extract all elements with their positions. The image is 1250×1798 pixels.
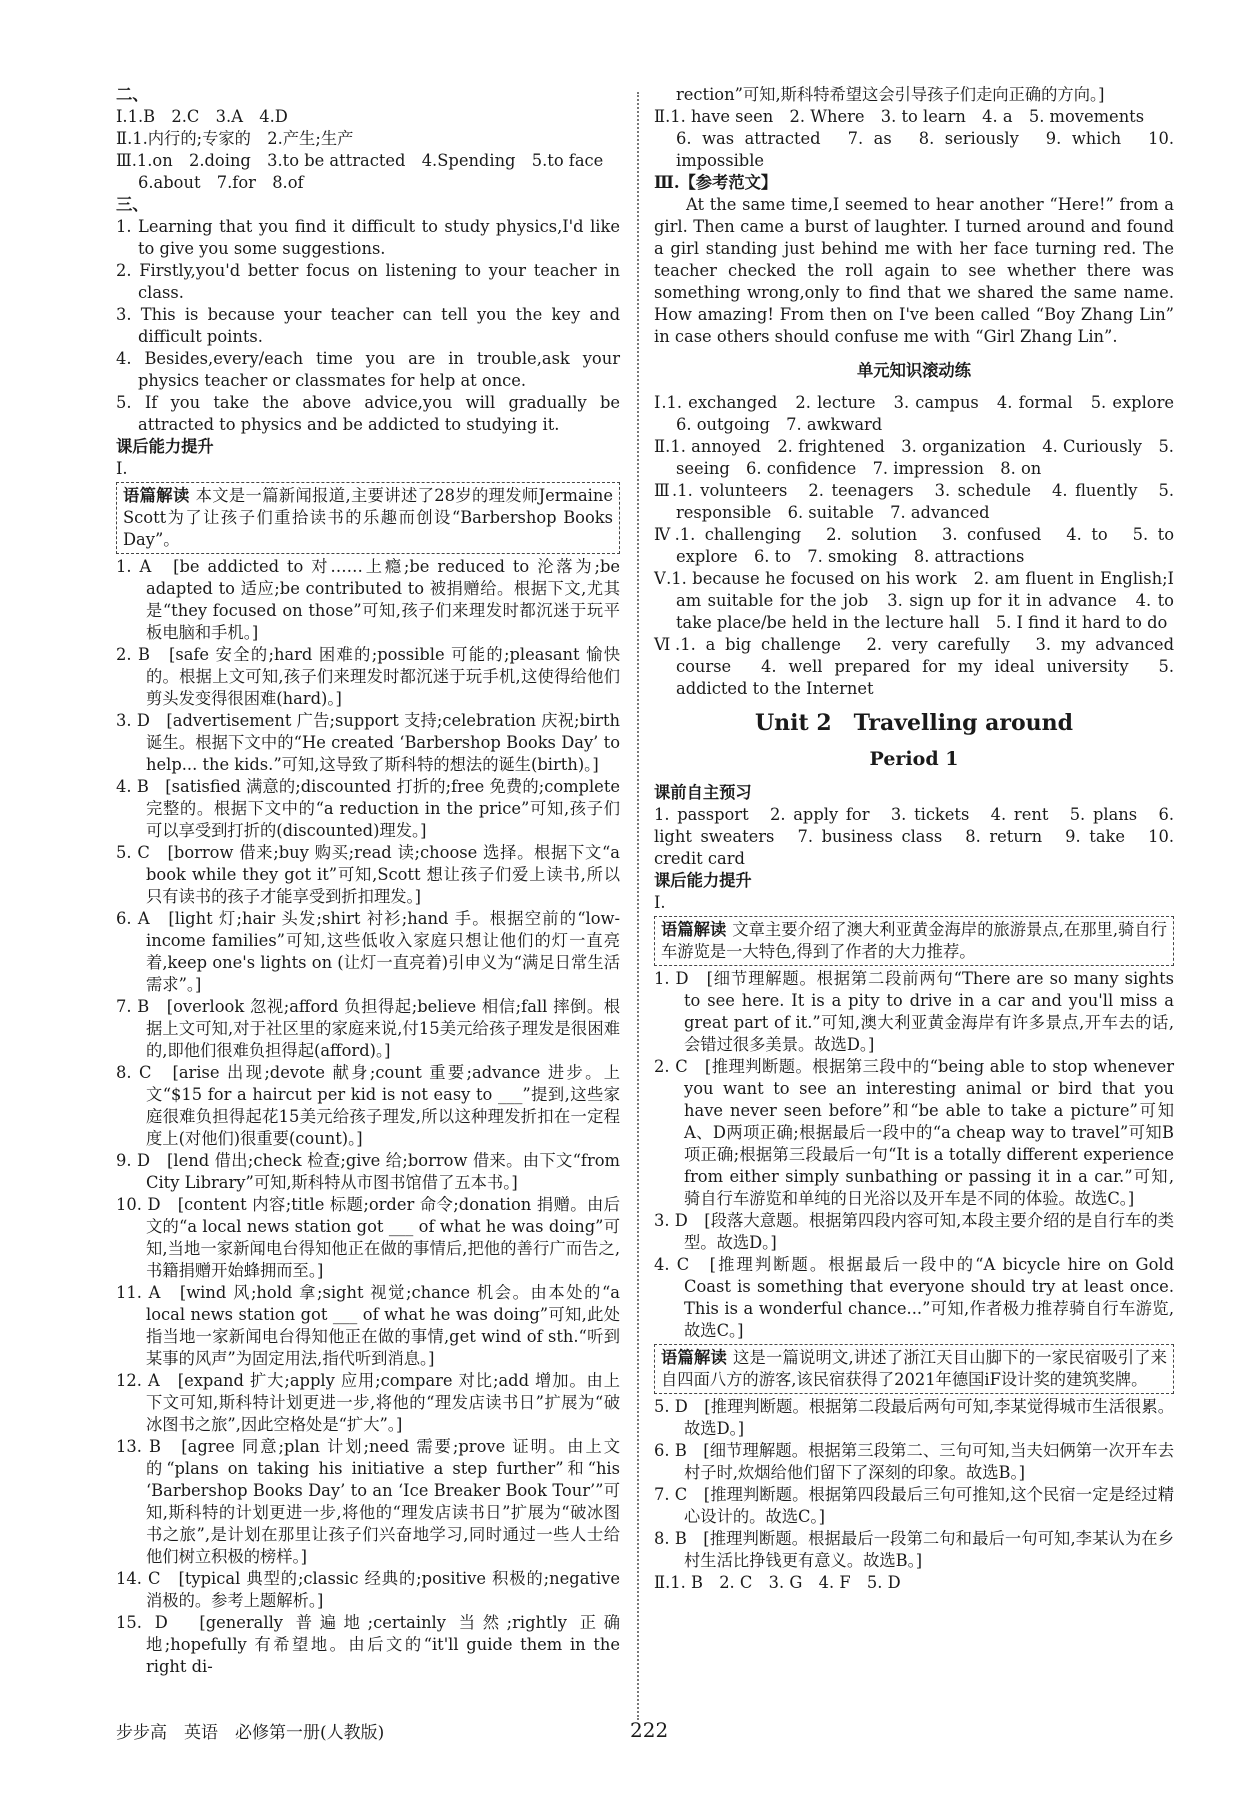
after-class-heading: 课后能力提升 (654, 871, 752, 890)
answer-line: 6. was attracted 7. as 8. seriously 9. which 10. impossible (676, 129, 1174, 170)
answer-explanation: 4. B [satisfied 满意的;discounted 打折的;free 免费的;complete 完整的。根据下文中的“a reduction in the price”可知,孩子们可以享受到打折的(discounted)理发。] (116, 777, 620, 840)
sample-essay: At the same time,I seemed to hear another “Here!” from a girl. Then came a burst of laughter. I turned around and found a girl standing just behind me with her face turning red. The teacher checked the roll again to see whether there was something wrong,only to find that we shared the same name. How amazing! From then on I've been called “Boy Zhang Lin” in case others should confuse me with “Girl Zhang Lin”. (654, 195, 1174, 346)
answer-explanation: 3. D [段落大意题。根据第四段内容可知,本段主要介绍的是自行车的类型。故选D。] (654, 1211, 1174, 1252)
answer-explanation: 7. C [推理判断题。根据第四段最后三句可推知,这个民宿一定是经过精心设计的。故选C。] (654, 1485, 1174, 1526)
section-2-heading: 二、 (116, 85, 149, 104)
answer-line: Ⅱ.1. B 2. C 3. G 4. F 5. D (654, 1573, 901, 1592)
unit-review-title: 单元知识滚动练 (857, 361, 971, 380)
answer-explanation: 2. B [safe 安全的;hard 困难的;possible 可能的;pleasant 愉快的。根据上文可知,孩子们来理发时都沉迷于玩手机,这使得给他们剪头发变得很困难(hard)。] (116, 645, 620, 708)
review-line: Ⅱ.1. annoyed 2. frightened 3. organization 4. Curiously 5. seeing 6. confidence 7. impression 8. on (654, 437, 1174, 478)
answer-explanation: 1. D [细节理解题。根据第二段前两句“There are so many sights to see here. It is a pity to drive in a car and you'll miss a great part of it.”可知,澳大利亚黄金海岸有许多景点,开车去的话,会错过很多美景。故选D。] (654, 969, 1174, 1054)
answer-explanation: 3. D [advertisement 广告;support 支持;celebration 庆祝;birth 诞生。根据下文中的“He created ‘Barbershop Books Day’ to help... the kids.”可知,这导致了斯科特的想法的诞生(birth)。] (116, 711, 620, 774)
passage-analysis-tag: 语篇解读 (661, 1348, 727, 1367)
review-line: Ⅰ.1. exchanged 2. lecture 3. campus 4. formal 5. explore 6. outgoing 7. awkward (654, 393, 1191, 434)
passage-analysis-text: 本文是一篇新闻报道,主要讲述了28岁的理发师Jermaine Scott为了让孩子们重拾读书的乐趣而创设“Barbershop Books Day”。 (123, 486, 613, 549)
answer-explanation: 15. D [generally 普遍地;certainly 当然;rightly 正确地;hopefully 有希望地。由后文的“it'll guide them in the right di- (116, 1613, 620, 1676)
answer-explanation: 5. D [推理判断题。根据第二段最后两句可知,李某觉得城市生活很累。故选D。] (654, 1397, 1174, 1438)
review-line: Ⅳ.1. challenging 2. solution 3. confused 4. to 5. to explore 6. to 7. smoking 8. attractions (654, 525, 1174, 566)
answer-line: 6.about 7.for 8.of (138, 173, 304, 192)
roman-heading: Ⅰ. (654, 893, 666, 912)
review-line: Ⅴ.1. because he focused on his work 2. am fluent in English;I am suitable for the job 3. sign up for it in advance 4. to take place/be held in the lecture hall 5. I find it hard to do (654, 569, 1174, 632)
book-title-footer: 步步高 英语 必修第一册(人教版) (116, 1723, 385, 1743)
answer-explanation: 4. C [推理判断题。根据最后一段中的“A bicycle hire on Gold Coast is something that everyone should try at least once. This is a wonderful chance...”可知,作者极力推荐骑自行车游览,故选C。] (654, 1255, 1174, 1340)
answer-explanation: 6. B [细节理解题。根据第三段第二、三句可知,当夫妇俩第一次开车去村子时,炊烟给他们留下了深刻的印象。故选B。] (654, 1441, 1174, 1482)
unit-title: Unit 2 Travelling around (754, 710, 1074, 736)
column-divider (637, 92, 639, 1720)
passage-analysis-box (116, 482, 620, 554)
answer-line: Ⅲ.1.on 2.doing 3.to be attracted 4.Spending 5.to face (116, 151, 604, 170)
sentence-item: 2. Firstly,you'd better focus on listening to your teacher in class. (116, 261, 620, 302)
answer-explanation: 5. C [borrow 借来;buy 购买;read 读;choose 选择。根据下文“a book while they got it”可知,Scott 想让孩子们爱上读书,所以只有读书的孩子才能享受到折扣理发。] (116, 843, 620, 906)
sample-essay-heading: Ⅲ.【参考范文】 (654, 173, 778, 192)
answer-explanation: 11. A [wind 风;hold 拿;sight 视觉;chance 机会。由本处的“a local news station got ___ of what he was doing”可知,此处指当地一家新闻电台得知他正在做的事情,get wind of sth.“听到某事的风声”为固定用法,指代听到消息。] (116, 1283, 620, 1368)
answer-explanation: 8. C [arise 出现;devote 献身;count 重要;advance 进步。上文“$15 for a haircut per kid is not easy to ___”提到,这些家庭很难负担得起花15美元给孩子理发,所以这种理发折扣在一定程度上(对他们)很重要(count)。] (116, 1063, 620, 1148)
answer-explanation: 7. B [overlook 忽视;afford 负担得起;believe 相信;fall 摔倒。根据上文可知,对于社区里的家庭来说,付15美元给孩子理发是很困难的,即他们很难负担得起(afford)。] (116, 997, 620, 1060)
passage-analysis-tag: 语篇解读 (123, 486, 190, 505)
section-3-heading: 三、 (116, 195, 149, 214)
passage-analysis-text: 这是一篇说明文,讲述了浙江天目山脚下的一家民宿吸引了来自四面八方的游客,该民宿获得了2021年德国iF设计奖的建筑奖牌。 (661, 1348, 1167, 1389)
sentence-item: 3. This is because your teacher can tell you the key and difficult points. (116, 305, 620, 346)
passage-analysis-box (654, 916, 1174, 966)
right-column (654, 84, 1191, 1594)
passage-analysis-box (654, 1344, 1174, 1394)
answer-explanation: 9. D [lend 借出;check 检查;give 给;borrow 借来。由下文“from City Library”可知,斯科特从市图书馆借了五本书。] (116, 1151, 620, 1192)
answer-line: Ⅰ.1.B 2.C 3.A 4.D (116, 107, 288, 126)
left-column (116, 84, 620, 1678)
period-title: Period 1 (869, 748, 959, 770)
answer-explanation: 12. A [expand 扩大;apply 应用;compare 对比;add 增加。由上下文可知,斯科特计划更进一步,将他的“理发店读书日”扩展为“破冰图书之旅”,因此空格处是“扩大”。] (116, 1371, 620, 1434)
answer-line: Ⅱ.1.内行的;专家的 2.产生;生产 (116, 129, 354, 148)
passage-analysis-text: 文章主要介绍了澳大利亚黄金海岸的旅游景点,在那里,骑自行车游览是一大特色,得到了作者的大力推荐。 (661, 920, 1167, 961)
review-line: Ⅵ.1. a big challenge 2. very carefully 3. my advanced course 4. well prepared for my ideal university 5. addicted to the Internet (654, 635, 1174, 698)
roman-heading: Ⅰ. (116, 459, 128, 478)
after-class-heading: 课后能力提升 (116, 437, 214, 456)
sentence-item: 1. Learning that you find it difficult to study physics,I'd like to give you some suggestions. (116, 217, 620, 258)
review-line: Ⅲ.1. volunteers 2. teenagers 3. schedule 4. fluently 5. responsible 6. suitable 7. advanced (654, 481, 1174, 522)
page-number: 222 (630, 1718, 669, 1742)
sentence-item: 4. Besides,every/each time you are in trouble,ask your physics teacher or classmates for help at once. (116, 349, 620, 390)
continued-text: rection”可知,斯科特希望这会引导孩子们走向正确的方向。] (676, 85, 1105, 104)
answer-explanation: 6. A [light 灯;hair 头发;shirt 衬衫;hand 手。根据空前的“low-income families”可知,这些低收入家庭只想让他们的灯一直亮着,keep one's lights on (让灯一直亮着)引申义为“满足日常生活需求”。] (116, 909, 620, 994)
preview-answers: 1. passport 2. apply for 3. tickets 4. rent 5. plans 6. light sweaters 7. business class 8. return 9. take 10. credit card (654, 805, 1174, 868)
passage-analysis-tag: 语篇解读 (661, 920, 727, 939)
answer-explanation: 8. B [推理判断题。根据最后一段第二句和最后一句可知,李某认为在乡村生活比挣钱更有意义。故选B。] (654, 1529, 1174, 1570)
answer-explanation: 13. B [agree 同意;plan 计划;need 需要;prove 证明。由上文的“plans on taking his initiative a step further”和“his ‘Barbershop Books Day’ to an ‘Ice Breaker Book Tour’”可知,斯科特的计划更进一步,将他的“理发店读书日”扩展为“破冰图书之旅”,是计划在那里让孩子们兴奋地学习,同时通过一些人士给他们树立积极的榜样。] (116, 1437, 620, 1566)
preview-heading: 课前自主预习 (654, 783, 752, 802)
answer-explanation: 2. C [推理判断题。根据第三段中的“being able to stop whenever you want to see an interesting animal or bird that you have never seen before”和“be able to take a picture”可知A、D两项正确;根据最后一段中的“a cheap way to travel”可知B项正确;根据第三段最后一句“It is a totally different experience from either simply sunbathing or passing it in a car.”可知,骑自行车游览和单纯的日光浴以及开车是不同的体验。故选C。] (654, 1057, 1174, 1208)
answer-line: Ⅱ.1. have seen 2. Where 3. to learn 4. a 5. movements (654, 107, 1145, 126)
sentence-item: 5. If you take the above advice,you will gradually be attracted to physics and be addicted to studying it. (116, 393, 620, 434)
answer-explanation: 1. A [be addicted to 对……上瘾;be reduced to 沦落为;be adapted to 适应;be contributed to 被捐赠给。根据下文,尤其是“they focused on those”可知,孩子们来理发时都沉迷于玩平板电脑和手机。] (116, 557, 620, 642)
answer-explanation: 14. C [typical 典型的;classic 经典的;positive 积极的;negative 消极的。参考上题解析。] (116, 1569, 620, 1610)
answer-explanation: 10. D [content 内容;title 标题;order 命令;donation 捐赠。由后文的“a local news station got ___ of what he was doing”可知,当地一家新闻电台得知他正在做的事情后,把他的善行广而告之,书籍捐赠开始蜂拥而至。] (116, 1195, 620, 1280)
